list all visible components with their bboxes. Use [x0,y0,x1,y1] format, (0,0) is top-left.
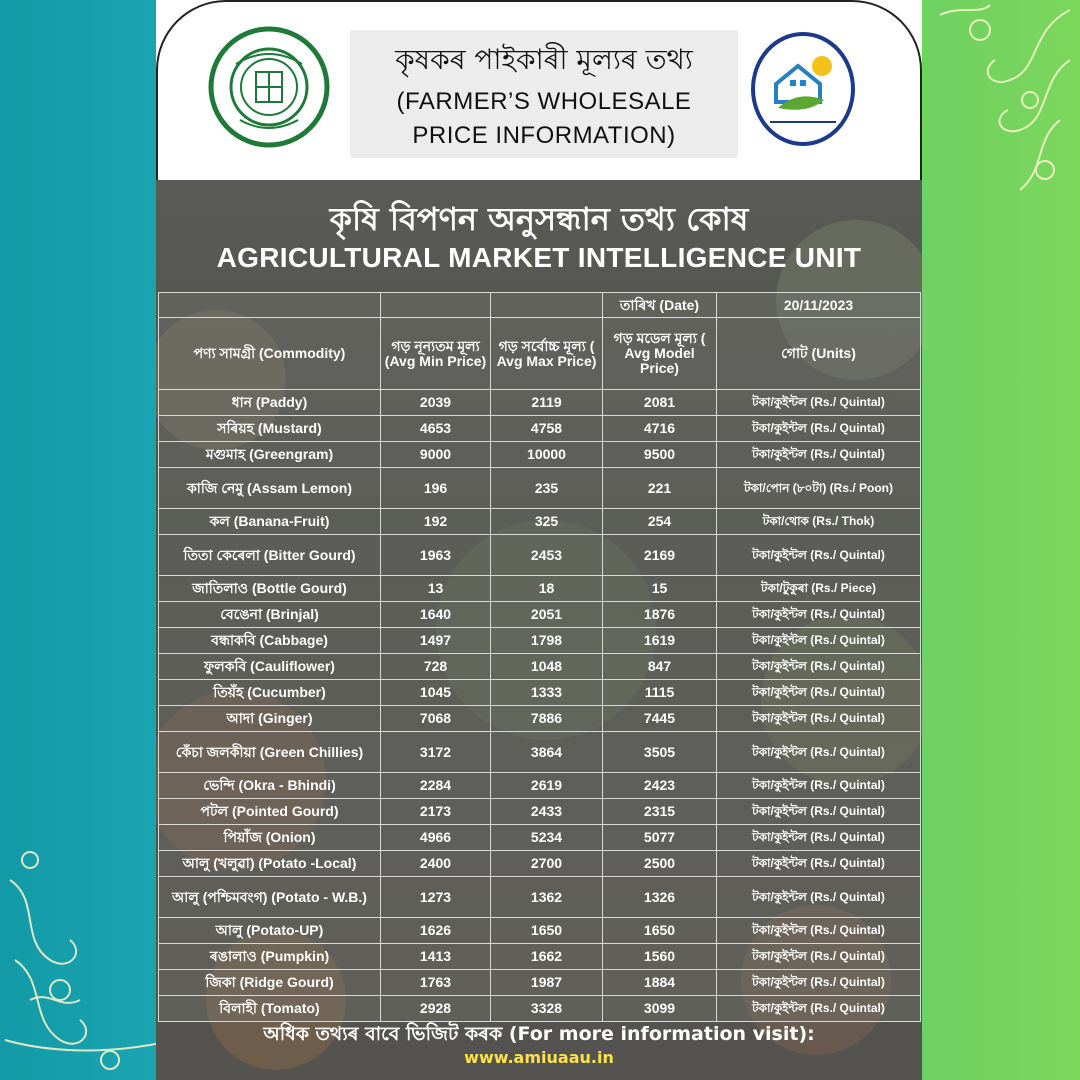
min-price-cell: 2039 [381,390,491,416]
commodity-cell: আদা (Ginger) [159,706,381,732]
model-price-cell: 5077 [603,825,717,851]
title-assamese: কৃষকৰ পাইকাৰী মূল্যৰ তথ্য [395,43,693,76]
table-row [159,390,921,416]
max-price-cell: 18 [491,576,603,602]
floral-ornament-top-right [920,0,1080,220]
table-row [159,773,921,799]
max-price-cell: 3864 [491,732,603,773]
apart-logo [748,30,858,148]
model-price-cell: 254 [603,509,717,535]
max-price-cell: 3328 [491,996,603,1022]
model-price-cell: 1876 [603,602,717,628]
min-price-cell: 1413 [381,944,491,970]
min-price-cell: 1640 [381,602,491,628]
model-price-cell: 15 [603,576,717,602]
max-price-cell: 1987 [491,970,603,996]
max-price-cell: 325 [491,509,603,535]
max-price-cell: 4758 [491,416,603,442]
model-price-cell: 847 [603,654,717,680]
table-row [159,877,921,918]
max-price-cell: 2700 [491,851,603,877]
unit-cell: টকা/কুইন্টল (Rs./ Quintal) [717,654,921,680]
unit-cell: টকা/কুইন্টল (Rs./ Quintal) [717,944,921,970]
table-row [159,918,921,944]
unit-cell: টকা/কুইন্টল (Rs./ Quintal) [717,877,921,918]
min-price-cell: 13 [381,576,491,602]
table-row [159,442,921,468]
model-price-cell: 2081 [603,390,717,416]
unit-cell: টকা/কুইন্টল (Rs./ Quintal) [717,851,921,877]
table-row [159,602,921,628]
commodity-cell: কাজি নেমু (Assam Lemon) [159,468,381,509]
unit-cell: টকা/কুইন্টল (Rs./ Quintal) [717,732,921,773]
blank-cell [381,293,491,318]
min-price-cell: 2284 [381,773,491,799]
header-panel [156,0,922,180]
table-row [159,799,921,825]
commodity-cell: আলু (খলুৱা) (Potato -Local) [159,851,381,877]
max-price-cell: 7886 [491,706,603,732]
table-row [159,944,921,970]
table-row [159,825,921,851]
min-price-cell: 728 [381,654,491,680]
table-row [159,851,921,877]
unit-cell: টকা/কুইন্টল (Rs./ Quintal) [717,970,921,996]
commodity-cell: বেঙেনা (Brinjal) [159,602,381,628]
min-price-cell: 2928 [381,996,491,1022]
max-price-cell: 5234 [491,825,603,851]
min-price-cell: 192 [381,509,491,535]
unit-cell: টকা/কুইন্টল (Rs./ Quintal) [717,799,921,825]
table-row [159,416,921,442]
unit-cell: টকা/টুকুৰা (Rs./ Piece) [717,576,921,602]
unit-title-assamese: কৃষি বিপণন অনুসন্ধান তথ্য কোষ [329,200,749,238]
commodity-cell: বিলাহী (Tomato) [159,996,381,1022]
max-price-cell: 235 [491,468,603,509]
min-price-cell: 1497 [381,628,491,654]
model-price-cell: 3099 [603,996,717,1022]
commodity-cell: ভেন্দি (Okra - Bhindi) [159,773,381,799]
max-price-cell: 2453 [491,535,603,576]
commodity-cell: জিকা (Ridge Gourd) [159,970,381,996]
title-english-line2: PRICE INFORMATION) [412,122,676,149]
commodity-cell: পিয়াঁজ (Onion) [159,825,381,851]
unit-cell: টকা/কুইন্টল (Rs./ Quintal) [717,996,921,1022]
table-row [159,628,921,654]
table-row [159,996,921,1022]
commodity-cell: বন্ধাকবি (Cabbage) [159,628,381,654]
min-price-cell: 1763 [381,970,491,996]
model-price-cell: 7445 [603,706,717,732]
unit-cell: টকা/পোন (৮০টা) (Rs./ Poon) [717,468,921,509]
commodity-cell: তিতা কেৰেলা (Bitter Gourd) [159,535,381,576]
commodity-cell: কল (Banana-Fruit) [159,509,381,535]
max-price-cell: 10000 [491,442,603,468]
model-price-cell: 1619 [603,628,717,654]
website-link[interactable]: www.amiuaau.in [464,1048,614,1067]
min-price-cell: 3172 [381,732,491,773]
model-price-cell: 9500 [603,442,717,468]
price-card [156,0,922,1080]
model-price-cell: 2169 [603,535,717,576]
min-price-cell: 2173 [381,799,491,825]
market-intelligence-panel [156,180,922,1080]
blank-cell [159,293,381,318]
max-price-cell: 1333 [491,680,603,706]
header-units: গোট (Units) [717,318,921,390]
header-model-price: গড় মডেল মূল্য ( Avg Model Price) [603,318,717,390]
aau-logo [206,24,332,150]
max-price-cell: 1650 [491,918,603,944]
blank-cell [491,293,603,318]
commodity-cell: মগুমাহ (Greengram) [159,442,381,468]
model-price-cell: 2423 [603,773,717,799]
header-commodity: পণ্য সামগ্ৰী (Commodity) [159,318,381,390]
min-price-cell: 1273 [381,877,491,918]
table-row [159,680,921,706]
table-header-row [159,318,921,390]
unit-cell: টকা/কুইন্টল (Rs./ Quintal) [717,442,921,468]
unit-cell: টকা/কুইন্টল (Rs./ Quintal) [717,918,921,944]
min-price-cell: 4653 [381,416,491,442]
model-price-cell: 1560 [603,944,717,970]
min-price-cell: 196 [381,468,491,509]
max-price-cell: 1362 [491,877,603,918]
max-price-cell: 2433 [491,799,603,825]
table-row [159,970,921,996]
min-price-cell: 2400 [381,851,491,877]
table-row [159,732,921,773]
date-value: 20/11/2023 [717,293,921,318]
unit-cell: টকা/কুইন্টল (Rs./ Quintal) [717,680,921,706]
min-price-cell: 1045 [381,680,491,706]
model-price-cell: 2500 [603,851,717,877]
unit-cell: টকা/কুইন্টল (Rs./ Quintal) [717,416,921,442]
max-price-cell: 1662 [491,944,603,970]
unit-cell: টকা/কুইন্টল (Rs./ Quintal) [717,706,921,732]
min-price-cell: 1626 [381,918,491,944]
min-price-cell: 1963 [381,535,491,576]
model-price-cell: 1884 [603,970,717,996]
header-max-price: গড় সৰ্বোচ্চ মূল্য ( Avg Max Price) [491,318,603,390]
unit-cell: টকা/থোক (Rs./ Thok) [717,509,921,535]
model-price-cell: 4716 [603,416,717,442]
commodity-cell: তিয়ঁহ (Cucumber) [159,680,381,706]
unit-cell: টকা/কুইন্টল (Rs./ Quintal) [717,825,921,851]
unit-cell: টকা/কুইন্টল (Rs./ Quintal) [717,602,921,628]
table-row [159,468,921,509]
header-min-price: গড় নূন্যতম মূল্য (Avg Min Price) [381,318,491,390]
unit-title-english: AGRICULTURAL MARKET INTELLIGENCE UNIT [216,242,862,273]
more-info-text: অধিক তথ্যৰ বাবে ভিজিট কৰক (For more information visit): [263,1023,815,1045]
unit-cell: টকা/কুইন্টল (Rs./ Quintal) [717,535,921,576]
unit-cell: টকা/কুইন্টল (Rs./ Quintal) [717,628,921,654]
commodity-cell: কেঁচা জলকীয়া (Green Chillies) [159,732,381,773]
min-price-cell: 4966 [381,825,491,851]
table-row [159,576,921,602]
min-price-cell: 9000 [381,442,491,468]
max-price-cell: 2119 [491,390,603,416]
model-price-cell: 2315 [603,799,717,825]
model-price-cell: 3505 [603,732,717,773]
date-row [159,293,921,318]
commodity-cell: ফুলকবি (Cauliflower) [159,654,381,680]
price-table [158,292,921,1022]
commodity-cell: আলু (Potato-UP) [159,918,381,944]
commodity-cell: সৰিয়হ (Mustard) [159,416,381,442]
max-price-cell: 1048 [491,654,603,680]
table-row [159,706,921,732]
unit-cell: টকা/কুইন্টল (Rs./ Quintal) [717,773,921,799]
model-price-cell: 1115 [603,680,717,706]
unit-cell: টকা/কুইন্টল (Rs./ Quintal) [717,390,921,416]
model-price-cell: 221 [603,468,717,509]
date-label: তাৰিখ (Date) [603,293,717,318]
title-english-line1: (FARMER’S WHOLESALE [396,88,692,115]
max-price-cell: 1798 [491,628,603,654]
min-price-cell: 7068 [381,706,491,732]
commodity-cell: ধান (Paddy) [159,390,381,416]
table-row [159,654,921,680]
table-row [159,535,921,576]
commodity-cell: পটল (Pointed Gourd) [159,799,381,825]
commodity-cell: আলু (পশ্চিমবংগ) (Potato - W.B.) [159,877,381,918]
max-price-cell: 2051 [491,602,603,628]
model-price-cell: 1650 [603,918,717,944]
model-price-cell: 1326 [603,877,717,918]
title-box [350,30,738,158]
commodity-cell: ৰঙালাও (Pumpkin) [159,944,381,970]
table-row [159,509,921,535]
max-price-cell: 2619 [491,773,603,799]
commodity-cell: জাতিলাও (Bottle Gourd) [159,576,381,602]
